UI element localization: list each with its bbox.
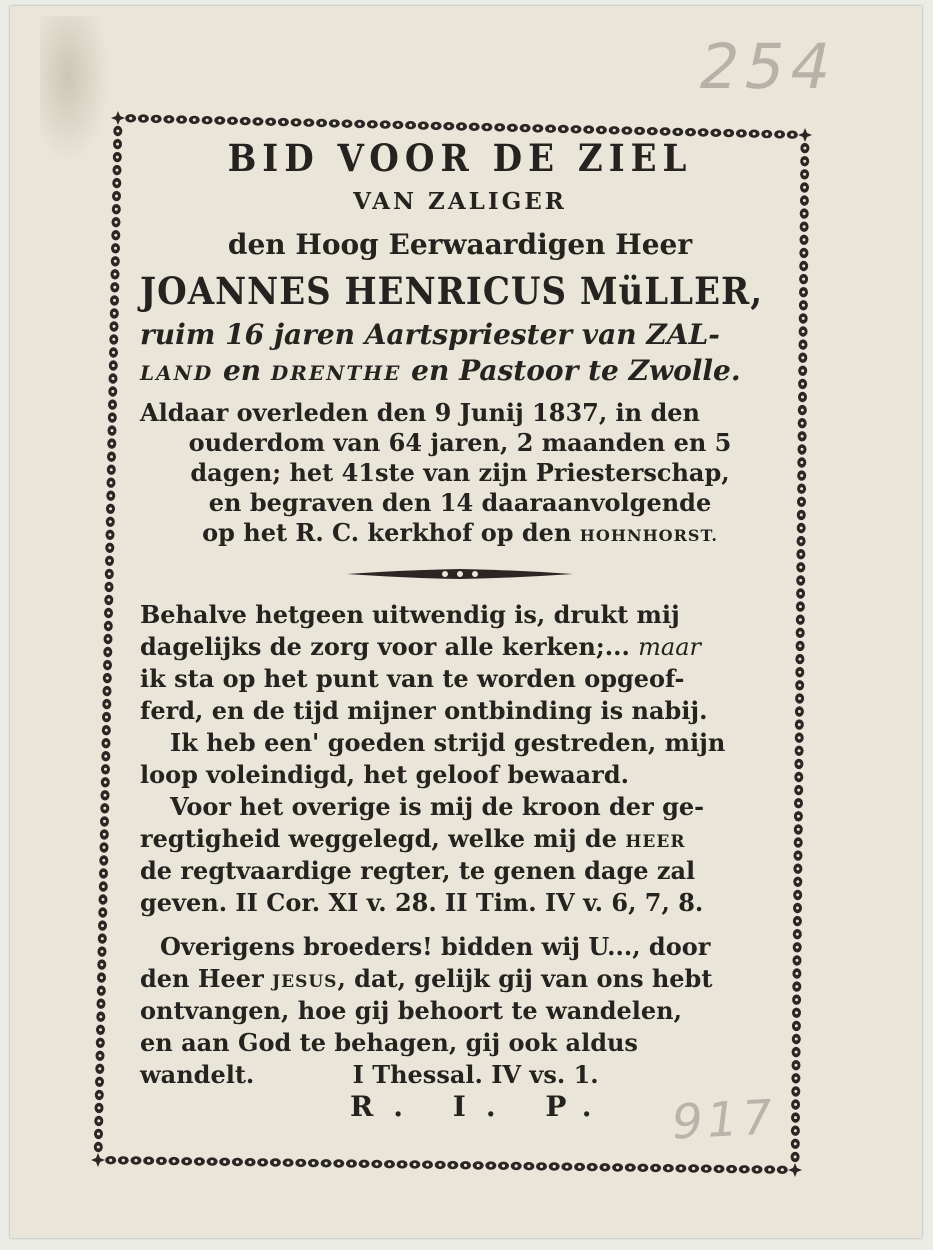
bio-line: ouderdom van 64 jaren, 2 maanden en 5 (188, 428, 732, 457)
border-bead (791, 1139, 800, 1149)
border-right (791, 143, 810, 1162)
border-bead (105, 543, 114, 553)
border-bead (714, 1165, 725, 1173)
border-bead (95, 1064, 104, 1074)
border-bead (523, 1162, 534, 1170)
border-bead (791, 1112, 800, 1122)
border-bead (105, 569, 114, 579)
office-line-2: LAND en DRENTHE en Pastoor te Zwolle. (140, 354, 741, 387)
border-bead (795, 733, 804, 743)
border-bead (791, 1086, 800, 1096)
border-bead (109, 373, 118, 383)
pencil-number-bottom: 917 (668, 1089, 780, 1151)
border-bead (138, 114, 149, 122)
border-bead (125, 114, 136, 122)
border-bead (102, 712, 111, 722)
border-bead (800, 235, 809, 245)
quote-reference: geven. II Cor. XI v. 28. II Tim. IV v. 6, 7, 8. (140, 888, 704, 917)
border-bead (108, 412, 117, 422)
border-bead (99, 868, 108, 878)
border-bead (103, 686, 112, 696)
border-bead (796, 641, 805, 651)
bio-line: en begraven den 14 daaraanvolgende (208, 488, 712, 517)
border-bead (422, 1161, 433, 1169)
border-bead (795, 680, 804, 690)
border-bead (111, 269, 120, 279)
border-bead (726, 1165, 737, 1173)
border-bead (321, 1159, 332, 1167)
border-bead (98, 907, 107, 917)
border-bead (793, 929, 802, 939)
quote-line: Behalve hetgeen uitwendig is, drukt mij (140, 600, 680, 629)
border-bead (799, 287, 808, 297)
border-bead (96, 1012, 105, 1022)
office-line-1: ruim 16 jaren Aartspriester van ZAL- (140, 318, 720, 351)
border-bead (214, 116, 225, 124)
border-bead (106, 504, 115, 514)
quote-line: regtigheid weggelegd, welke mij de HEER (140, 824, 686, 853)
border-bead (794, 837, 803, 847)
border-bead (798, 405, 807, 415)
border-bead (793, 942, 802, 952)
border-bead (109, 334, 118, 344)
border-bead (329, 119, 340, 127)
border-bead (112, 204, 121, 214)
heading-van-zaliger: VAN ZALIGER (353, 188, 567, 215)
border-bead (283, 1159, 294, 1167)
border-bead (675, 1164, 686, 1172)
quote-line: Overigens broeders! bidden wij U..., door (160, 932, 711, 961)
border-bead (447, 1161, 458, 1169)
border-bead (107, 438, 116, 448)
border-bead (739, 1165, 750, 1173)
border-bead (625, 1163, 636, 1171)
border-bead (392, 121, 403, 129)
border-bead (796, 628, 805, 638)
border-bead (794, 785, 803, 795)
border-bead (792, 968, 801, 978)
border-bead (104, 621, 113, 631)
border-bead (100, 803, 109, 813)
border-bottom (105, 1156, 788, 1174)
border-bead (98, 933, 107, 943)
border-bead (384, 1160, 395, 1168)
border-bead (219, 1158, 230, 1166)
border-bead (798, 353, 807, 363)
border-bead (207, 1157, 218, 1165)
border-bead (796, 615, 805, 625)
border-bead (102, 738, 111, 748)
border-bead (797, 470, 806, 480)
border-bead (245, 1158, 256, 1166)
quote-line: de regtvaardige regter, te genen dage zal (140, 856, 696, 885)
border-bead (99, 855, 108, 865)
border-bead (791, 1152, 800, 1162)
border-bead (793, 903, 802, 913)
border-bead (112, 178, 121, 188)
border-bead (443, 122, 454, 130)
quote-line: ik sta op het punt van te worden opgeof- (140, 664, 685, 693)
border-bead (792, 1047, 801, 1057)
border-bead (574, 1163, 585, 1171)
border-bead (792, 981, 801, 991)
border-bead (101, 764, 110, 774)
border-bead (106, 530, 115, 540)
border-bead (800, 169, 809, 179)
border-bead (796, 588, 805, 598)
border-bead (163, 115, 174, 123)
border-bead (99, 881, 108, 891)
quote-line: en aan God te behagen, gij ook aldus (140, 1028, 638, 1057)
border-bead (346, 1159, 357, 1167)
border-bead (794, 772, 803, 782)
border-bead (793, 955, 802, 965)
border-bead (793, 877, 802, 887)
border-bead (800, 156, 809, 166)
border-bead (469, 123, 480, 131)
border-bead (257, 1158, 268, 1166)
border-bead (112, 191, 121, 201)
border-bead (494, 123, 505, 131)
border-bead (418, 121, 429, 129)
border-bead (110, 295, 119, 305)
border-bead (97, 972, 106, 982)
border-bead (105, 556, 114, 566)
border-bead (793, 864, 802, 874)
border-bead (380, 120, 391, 128)
bio-line: Aldaar overleden den 9 Junij 1837, in den (140, 398, 700, 427)
border-bead (797, 536, 806, 546)
border-bead (291, 118, 302, 126)
border-bead (793, 890, 802, 900)
border-bead (110, 282, 119, 292)
border-bead (97, 999, 106, 1009)
border-bead (637, 1164, 648, 1172)
border-bead (95, 1103, 104, 1113)
border-bead (791, 1099, 800, 1109)
border-bead (800, 182, 809, 192)
border-bead (101, 777, 110, 787)
border-bead (799, 326, 808, 336)
border-bead (511, 1162, 522, 1170)
border-bead (106, 491, 115, 501)
border-bead (794, 798, 803, 808)
border-bead (113, 139, 122, 149)
border-bead (97, 986, 106, 996)
border-bead (189, 116, 200, 124)
border-bead (798, 431, 807, 441)
border-bead (371, 1160, 382, 1168)
border-bead (791, 1073, 800, 1083)
border-bead (113, 165, 122, 175)
border-bead (131, 1156, 142, 1164)
border-bead (792, 1034, 801, 1044)
border-bead (101, 751, 110, 761)
border-bead (108, 399, 117, 409)
border-bead (561, 1163, 572, 1171)
card-text (140, 132, 780, 1121)
border-bead (797, 497, 806, 507)
border-bead (397, 1160, 408, 1168)
border-bead (777, 1166, 788, 1174)
border-bead (108, 425, 117, 435)
border-left (94, 126, 123, 1152)
border-bead (435, 1161, 446, 1169)
border-bead (367, 120, 378, 128)
corner-ornament-top-right (798, 128, 812, 142)
border-bead (799, 261, 808, 271)
border-bead (800, 143, 809, 153)
border-bead (792, 1008, 801, 1018)
border-bead (764, 1165, 775, 1173)
heading-prayer: BID VOOR DE ZIEL (227, 137, 693, 181)
border-bead (96, 1051, 105, 1061)
border-bead (101, 790, 110, 800)
border-bead (104, 608, 113, 618)
border-bead (796, 575, 805, 585)
deceased-name: JOANNES HENRICUS MüLLER, (140, 270, 764, 314)
border-bead (240, 117, 251, 125)
border-bead (797, 510, 806, 520)
corner-ornament-top-left (111, 111, 125, 125)
bio-line-burial: op het R. C. kerkhof op den HOHNHORST. (202, 518, 718, 547)
border-bead (103, 673, 112, 683)
border-bead (460, 1161, 471, 1169)
border-bead (798, 366, 807, 376)
border-bead (799, 313, 808, 323)
border-bead (232, 1158, 243, 1166)
border-bead (194, 1157, 205, 1165)
border-bead (303, 119, 314, 127)
border-bead (111, 230, 120, 240)
border-bead (701, 1165, 712, 1173)
border-bead (796, 601, 805, 611)
border-bead (431, 122, 442, 130)
border-bead (108, 386, 117, 396)
border-bead (791, 1126, 800, 1136)
border-bead (793, 916, 802, 926)
border-bead (109, 347, 118, 357)
border-bead (113, 126, 122, 136)
border-bead (798, 379, 807, 389)
border-bead (94, 1116, 103, 1126)
border-bead (97, 959, 106, 969)
border-bead (105, 1156, 116, 1164)
border-bead (333, 1159, 344, 1167)
quote-line: ontvangen, hoe gij behoort te wandelen, (140, 996, 682, 1025)
quote-line: den Heer JESUS, dat, gelijk gij van ons hebt (140, 964, 713, 993)
border-bead (798, 444, 807, 454)
pencil-number-top: 254 (692, 30, 845, 103)
border-bead (103, 647, 112, 657)
border-bead (587, 1163, 598, 1171)
border-bead (227, 117, 238, 125)
border-bead (111, 243, 120, 253)
border-bead (798, 418, 807, 428)
border-bead (409, 1160, 420, 1168)
border-bead (473, 1161, 484, 1169)
border-bead (795, 746, 804, 756)
border-bead (752, 1165, 763, 1173)
border-bead (202, 116, 213, 124)
border-bead (405, 121, 416, 129)
border-bead (354, 120, 365, 128)
border-bead (663, 1164, 674, 1172)
border-bead (98, 946, 107, 956)
border-bead (797, 484, 806, 494)
border-bead (799, 248, 808, 258)
border-bead (113, 152, 122, 162)
border-bead (794, 824, 803, 834)
bio-line: dagen; het 41ste van zijn Priesterschap, (190, 458, 730, 487)
quote-line-final: wandelt. I Thessal. IV vs. 1. (140, 1060, 599, 1089)
border-bead (794, 850, 803, 860)
border-bead (800, 195, 809, 205)
border-bead (104, 634, 113, 644)
border-bead (787, 131, 798, 139)
corner-ornament-bottom-right (788, 1163, 802, 1177)
border-bead (112, 217, 121, 227)
border-bead (94, 1142, 103, 1152)
quote-line: loop voleindigd, het geloof bewaard. (140, 760, 629, 789)
border-bead (104, 595, 113, 605)
border-bead (342, 120, 353, 128)
border-bead (612, 1163, 623, 1171)
border-bead (799, 274, 808, 284)
border-bead (95, 1090, 104, 1100)
border-bead (270, 1158, 281, 1166)
border-bead (794, 759, 803, 769)
border-bead (792, 995, 801, 1005)
border-bead (795, 719, 804, 729)
corner-ornament-bottom-left (91, 1153, 105, 1167)
border-bead (265, 118, 276, 126)
border-bead (797, 457, 806, 467)
border-bead (110, 321, 119, 331)
border-bead (688, 1164, 699, 1172)
border-bead (102, 699, 111, 709)
border-bead (795, 706, 804, 716)
border-bead (481, 123, 492, 131)
border-bead (156, 1157, 167, 1165)
heading-honorific: den Hoog Eerwaardigen Heer (227, 228, 693, 261)
border-bead (181, 1157, 192, 1165)
border-bead (795, 667, 804, 677)
border-bead (94, 1129, 103, 1139)
border-bead (107, 452, 116, 462)
border-bead (800, 208, 809, 218)
border-bead (107, 465, 116, 475)
border-bead (252, 117, 263, 125)
border-bead (107, 478, 116, 488)
border-bead (359, 1160, 370, 1168)
border-bead (278, 118, 289, 126)
border-bead (96, 1038, 105, 1048)
border-bead (794, 811, 803, 821)
border-bead (599, 1163, 610, 1171)
border-bead (103, 660, 112, 670)
border-bead (792, 1021, 801, 1031)
quote-line: ferd, en de tijd mijner ontbinding is nabij. (140, 696, 708, 725)
border-bead (110, 308, 119, 318)
border-bead (536, 1162, 547, 1170)
border-bead (796, 549, 805, 559)
border-bead (799, 339, 808, 349)
quote-line: Ik heb een' goeden strijd gestreden, mijn (170, 728, 726, 757)
border-bead (796, 562, 805, 572)
border-bead (798, 392, 807, 402)
border-bead (109, 360, 118, 370)
border-bead (792, 1060, 801, 1070)
border-bead (498, 1162, 509, 1170)
border-bead (105, 582, 114, 592)
border-bead (118, 1156, 129, 1164)
border-bead (98, 920, 107, 930)
border-bead (100, 816, 109, 826)
border-bead (507, 124, 518, 132)
border-bead (456, 122, 467, 130)
border-bead (176, 115, 187, 123)
border-bead (795, 654, 804, 664)
border-bead (106, 517, 115, 527)
border-bead (800, 222, 809, 232)
border-bead (95, 1077, 104, 1087)
border-bead (549, 1162, 560, 1170)
border-bead (143, 1157, 154, 1165)
border-bead (797, 523, 806, 533)
border-bead (308, 1159, 319, 1167)
border-bead (316, 119, 327, 127)
border-bead (96, 1025, 105, 1035)
border-bead (100, 842, 109, 852)
border-bead (111, 256, 120, 266)
border-bead (795, 693, 804, 703)
ornamental-divider (345, 567, 575, 581)
border-bead (295, 1159, 306, 1167)
border-bead (100, 829, 109, 839)
border-bead (169, 1157, 180, 1165)
quote-line: dagelijks de zorg voor alle kerken;... maar (140, 632, 702, 661)
border-bead (485, 1161, 496, 1169)
border-bead (650, 1164, 661, 1172)
rip-initials: R. I. P. (350, 1090, 612, 1123)
border-bead (799, 300, 808, 310)
border-bead (102, 725, 111, 735)
border-bead (151, 115, 162, 123)
quote-line: Voor het overige is mij de kroon der ge- (170, 792, 705, 821)
border-bead (99, 894, 108, 904)
